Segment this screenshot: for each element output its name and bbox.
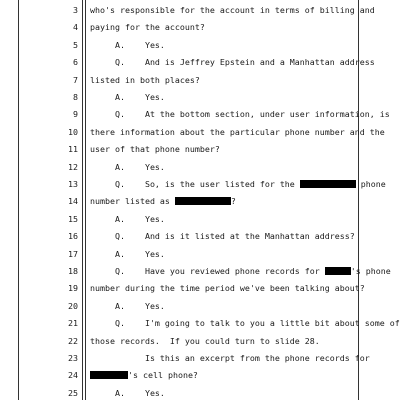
line-number: 18: [68, 266, 78, 276]
line-number: 9: [73, 109, 78, 120]
line-number: 12: [68, 161, 78, 172]
line-text-segment: Q. So, is the user listed for the: [90, 179, 300, 189]
line-text: [90, 280, 365, 296]
transcript-line: [0, 124, 400, 140]
line-text: [90, 54, 375, 70]
line-text: [90, 263, 391, 279]
line-text: [90, 367, 356, 383]
transcript-line: [0, 176, 400, 192]
line-number: 24: [68, 370, 78, 381]
line-text: [90, 333, 356, 349]
line-text-segment: A. Yes.: [90, 92, 165, 102]
line-text-segment: 's phone: [350, 266, 391, 276]
line-text-segment: user of that phone number?: [90, 144, 220, 155]
line-number: 17: [68, 248, 78, 259]
redaction-bar: [300, 180, 356, 188]
line-number: 11: [68, 144, 78, 155]
line-number: 3: [73, 5, 78, 15]
line-text-segment: who's responsible for the account in terms of billing and: [90, 5, 375, 15]
transcript-line: [0, 315, 400, 331]
line-text: [90, 350, 370, 366]
line-number: 10: [68, 126, 78, 137]
line-number: 14: [68, 196, 78, 207]
transcript-line: [0, 367, 400, 383]
line-text-segment: 's cell phone?: [128, 370, 198, 381]
transcript-line: [0, 193, 400, 209]
line-text-segment: A. Yes.: [90, 39, 165, 50]
line-text: [90, 19, 356, 35]
line-text-segment: Q. Have you reviewed phone records for: [90, 266, 325, 276]
line-text-segment: number listed as: [90, 196, 175, 207]
line-text: [90, 37, 356, 53]
line-text-segment: Is this an excerpt from the phone records for: [90, 353, 370, 363]
line-text-segment: A. Yes.: [90, 248, 165, 259]
transcript-line: [0, 350, 400, 366]
line-text: [90, 176, 386, 192]
line-text: [90, 159, 356, 175]
line-text: [90, 141, 356, 157]
line-number: 4: [73, 22, 78, 33]
transcript-line: [0, 333, 400, 349]
line-text-segment: listed in both places?: [90, 74, 200, 85]
redaction-bar: [175, 197, 231, 205]
line-text: [90, 2, 375, 18]
transcript-line: [0, 54, 400, 70]
line-number: 6: [73, 57, 78, 68]
line-text: [90, 106, 390, 122]
line-text-segment: A. Yes.: [90, 213, 165, 224]
line-number: 23: [68, 353, 78, 363]
redaction-bar: [90, 371, 128, 379]
line-number: 5: [73, 39, 78, 50]
transcript-line: [0, 141, 400, 157]
line-text: [90, 228, 356, 244]
transcript-line: [0, 280, 400, 296]
line-text-segment: paying for the account?: [90, 22, 205, 33]
line-text-segment: Q. And is it listed at the Manhattan address?: [90, 231, 355, 242]
transcript-line: [0, 72, 400, 88]
line-number: 20: [68, 300, 78, 311]
transcript-line: [0, 211, 400, 227]
transcript-line: [0, 2, 400, 18]
transcript-line: [0, 385, 400, 401]
line-number: 21: [68, 318, 78, 329]
transcript-line: [0, 89, 400, 105]
redaction-bar: [325, 267, 351, 275]
line-number: 13: [68, 179, 78, 189]
line-text-segment: A. Yes.: [90, 161, 165, 172]
line-text-segment: there information about the particular phone number and the: [90, 126, 385, 137]
line-text-segment: Q. And is Jeffrey Epstein and a Manhattan address: [90, 57, 375, 68]
transcript-line: [0, 246, 400, 262]
line-text-segment: Q. At the bottom section, under user information, is: [90, 109, 390, 120]
line-number: 25: [68, 387, 78, 398]
transcript-line: [0, 263, 400, 279]
line-text-segment: Q. I'm going to talk to you a little bit about some of: [90, 318, 400, 329]
line-text: [90, 211, 356, 227]
line-text: [90, 315, 400, 331]
line-text-segment: those records. If you could turn to slide 28.: [90, 335, 320, 346]
line-text: [90, 298, 356, 314]
transcript-line: [0, 159, 400, 175]
line-text-segment: A. Yes.: [90, 300, 165, 311]
line-text-segment: number during the time period we've been talking about?: [90, 283, 365, 294]
line-number: 16: [68, 231, 78, 242]
line-text-segment: phone: [355, 179, 386, 189]
line-text-segment: ?: [230, 196, 236, 207]
line-number: 22: [68, 335, 78, 346]
transcript-line: [0, 19, 400, 35]
transcript-line: [0, 298, 400, 314]
line-text: [90, 72, 356, 88]
line-number: 15: [68, 213, 78, 224]
line-text: [90, 124, 385, 140]
line-text: [90, 385, 356, 401]
line-text: [90, 89, 356, 105]
transcript-line: [0, 106, 400, 122]
line-text-segment: A. Yes.: [90, 387, 165, 398]
line-number: 8: [73, 92, 78, 102]
line-number: 19: [68, 283, 78, 294]
transcript-line: [0, 37, 400, 53]
line-text: [90, 193, 356, 209]
transcript-line: [0, 228, 400, 244]
line-number: 7: [73, 74, 78, 85]
line-text: [90, 246, 356, 262]
